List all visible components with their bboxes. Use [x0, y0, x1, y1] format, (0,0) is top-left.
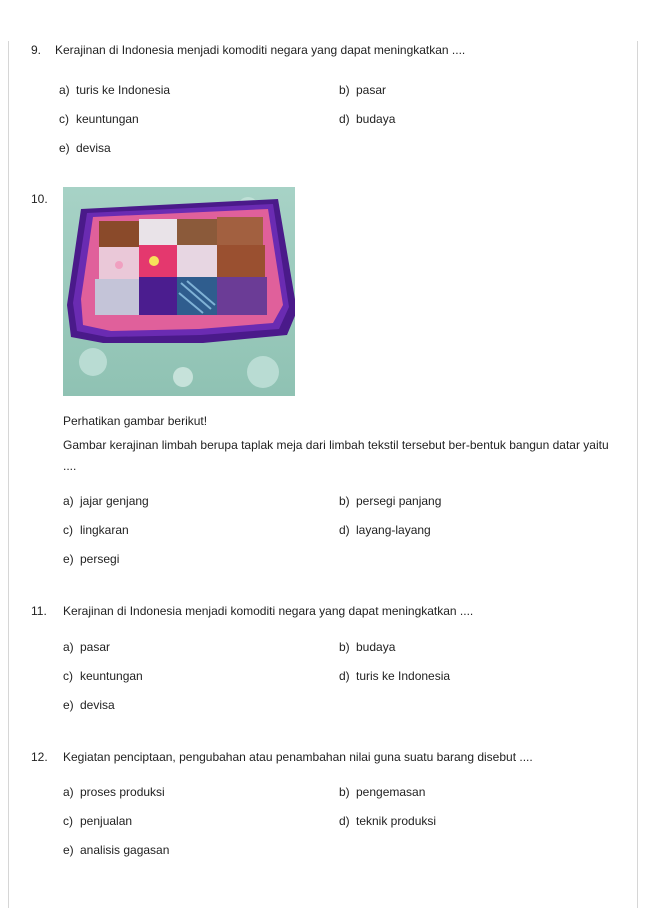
option-d[interactable]: d) budaya — [339, 112, 396, 126]
question-stem: Gambar kerajinan limbah berupa taplak meja dari limbah tekstil tersebut ber-bentuk bangun datar yaitu .... — [63, 438, 609, 473]
question-number: 11. — [31, 604, 47, 618]
option-e[interactable]: e) analisis gagasan — [63, 843, 170, 857]
question-stem: Kegiatan penciptaan, pengubahan atau penambahan nilai guna suatu barang disebut .... — [63, 750, 533, 764]
option-a[interactable]: a) turis ke Indonesia — [59, 83, 171, 97]
option-c[interactable]: c) keuntungan — [59, 112, 139, 126]
option-c[interactable]: c) lingkaran — [63, 523, 129, 537]
option-e[interactable]: e) devisa — [63, 698, 115, 712]
option-d[interactable]: d) layang-layang — [339, 523, 431, 537]
question-intro: Perhatikan gambar berikut! — [63, 414, 208, 428]
option-b[interactable]: b) pengemasan — [339, 785, 426, 799]
question-number: 12. — [31, 750, 48, 764]
option-c[interactable]: c) penjualan — [63, 814, 133, 828]
option-e[interactable]: e) devisa — [59, 141, 111, 155]
option-d[interactable]: d) teknik produksi — [339, 814, 437, 828]
question-number: 9. — [31, 43, 42, 57]
option-d[interactable]: d) turis ke Indonesia — [339, 669, 451, 683]
option-e[interactable]: e) persegi — [63, 552, 120, 566]
option-c[interactable]: c) keuntungan — [63, 669, 143, 683]
option-b[interactable]: b) pasar — [339, 83, 387, 97]
option-a[interactable]: a) pasar — [63, 640, 111, 654]
question-number: 10. — [31, 192, 48, 206]
option-a[interactable]: a) jajar genjang — [63, 494, 149, 508]
option-b[interactable]: b) budaya — [339, 640, 396, 654]
option-a[interactable]: a) proses produksi — [63, 785, 165, 799]
question-stem: Kerajinan di Indonesia menjadi komoditi negara yang dapat meningkatkan .... — [63, 604, 474, 618]
tablecloth-photo — [63, 187, 295, 396]
option-b[interactable]: b) persegi panjang — [339, 494, 442, 508]
question-stem: Kerajinan di Indonesia menjadi komoditi negara yang dapat meningkatkan .... — [55, 43, 466, 57]
